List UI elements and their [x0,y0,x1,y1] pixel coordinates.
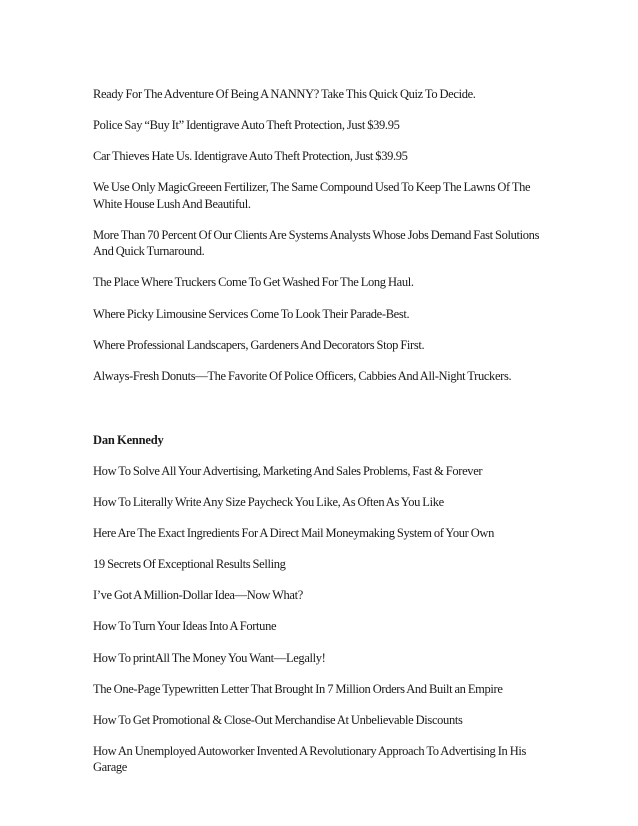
headline-item: More Than 70 Percent Of Our Clients Are Systems Analysts Whose Jobs Demand Fast Solutions And Quick Turnaround. [93,227,540,259]
headline-item: How To Solve All Your Advertising, Marketing And Sales Problems, Fast & Forever [93,463,483,478]
headline-item: How To Get Promotional & Close-Out Merchandise At Unbelievable Discounts [93,712,463,727]
headline-item: Police Say “Buy It” Identigrave Auto Theft Protection, Just $39.95 [93,118,400,133]
headline-item: We Use Only MagicGreeen Fertilizer, The Same Compound Used To Keep The Lawns Of The White House Lush And Beautiful. [93,180,531,211]
section-spacer [93,399,553,432]
headline-item: Always-Fresh Donuts—The Favorite Of Police Officers, Cabbies And All-Night Truckers. [93,368,512,383]
headline-item: The One-Page Typewritten Letter That Brought In 7 Million Orders And Built an Empire [93,681,503,696]
headline-item: Here Are The Exact Ingredients For A Direct Mail Moneymaking System of Your Own [93,526,494,541]
headline-item: How An Unemployed Autoworker Invented A Revolutionary Approach To Advertising In His Garage [93,743,527,775]
headline-item: The Place Where Truckers Come To Get Washed For The Long Haul. [93,275,414,290]
headline-item: I’ve Got A Million-Dollar Idea—Now What? [93,588,303,603]
headline-list-1 [93,86,553,384]
headline-item: How To Turn Your Ideas Into A Fortune [93,619,277,634]
headline-list-2 [93,463,553,776]
headline-item: Car Thieves Hate Us. Identigrave Auto Theft Protection, Just $39.95 [93,149,408,164]
headline-item: How To printAll The Money You Want—Legally! [93,650,326,665]
headline-item: Where Picky Limousine Services Come To Look Their Parade-Best. [93,306,410,321]
headline-item: How To Literally Write Any Size Paycheck You Like, As Often As You Like [93,495,444,510]
section-heading: Dan Kennedy [93,432,164,447]
document-page [93,86,553,790]
headline-item: Where Professional Landscapers, Gardeners And Decorators Stop First. [93,337,425,352]
headline-item: 19 Secrets Of Exceptional Results Selling [93,557,286,572]
headline-item: Ready For The Adventure Of Being A NANNY? Take This Quick Quiz To Decide. [93,87,476,101]
